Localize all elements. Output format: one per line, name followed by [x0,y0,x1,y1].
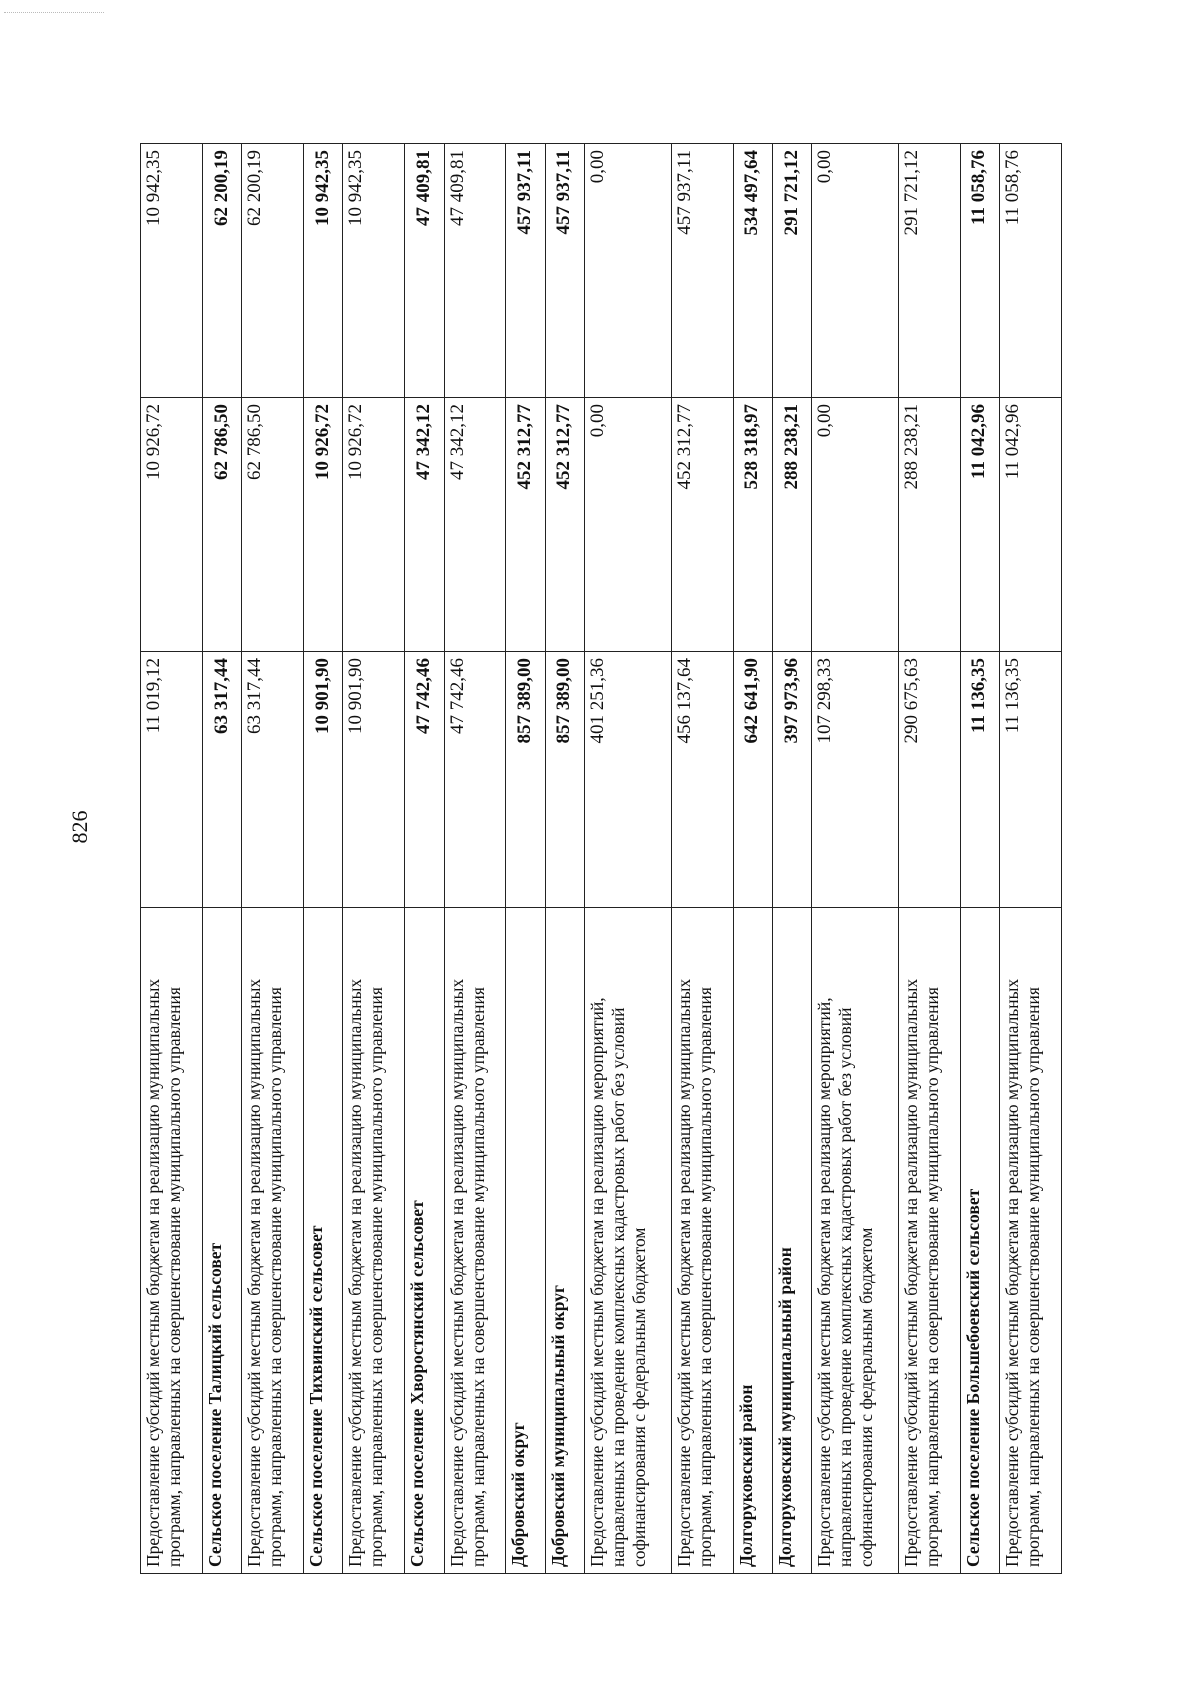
row-value-2: 452 312,77 [545,398,584,652]
row-label: Предоставление субсидий местным бюджетам на реализацию муниципальных программ, направленных на совершенствование муниципального управления [141,908,203,1574]
row-value-3: 47 409,81 [444,144,506,398]
row-value-1: 456 137,64 [671,652,733,908]
row-label: Долгоруковский район [733,908,772,1574]
row-value-2: 62 786,50 [202,398,241,652]
row-value-2: 452 312,77 [671,398,733,652]
row-value-2: 11 042,96 [960,398,999,652]
row-value-1: 10 901,90 [304,652,343,908]
row-value-3: 62 200,19 [242,144,304,398]
row-value-3: 457 937,11 [545,144,584,398]
row-label: Сельское поселение Талицкий сельсовет [202,908,241,1574]
row-value-3: 457 937,11 [506,144,545,398]
row-label: Добровский округ [506,908,545,1574]
table-row [772,144,811,1574]
row-value-1: 63 317,44 [242,652,304,908]
row-value-3: 534 497,64 [733,144,772,398]
row-value-2: 62 786,50 [242,398,304,652]
rotated-table-wrapper [140,144,1062,1574]
table-row [202,144,241,1574]
row-value-1: 857 389,00 [545,652,584,908]
row-label: Предоставление субсидий местным бюджетам на реализацию муниципальных программ, направленных на совершенствование муниципального управления [999,908,1061,1574]
row-value-3: 11 058,76 [960,144,999,398]
row-value-1: 397 973,96 [772,652,811,908]
row-value-3: 10 942,35 [343,144,405,398]
row-value-1: 107 298,33 [812,652,899,908]
table-row [733,144,772,1574]
row-value-2: 47 342,12 [444,398,506,652]
table-row [444,144,506,1574]
row-label: Сельское поселение Тихвинский сельсовет [304,908,343,1574]
row-label: Предоставление субсидий местным бюджетам на реализацию муниципальных программ, направленных на совершенствование муниципального управления [898,908,960,1574]
row-value-3: 62 200,19 [202,144,241,398]
table-row [141,144,203,1574]
row-value-3: 291 721,12 [898,144,960,398]
row-value-3: 47 409,81 [405,144,444,398]
table-row [898,144,960,1574]
scan-artifact [4,12,104,14]
row-label: Долгоруковский муниципальный район [772,908,811,1574]
row-value-1: 11 136,35 [999,652,1061,908]
row-value-1: 642 641,90 [733,652,772,908]
row-value-2: 10 926,72 [304,398,343,652]
row-label: Добровский муниципальный округ [545,908,584,1574]
row-value-1: 10 901,90 [343,652,405,908]
row-value-2: 288 238,21 [772,398,811,652]
row-value-1: 63 317,44 [202,652,241,908]
table-row [545,144,584,1574]
table-row [960,144,999,1574]
row-label: Сельское поселение Большебоевский сельсовет [960,908,999,1574]
row-value-1: 11 019,12 [141,652,203,908]
table-row [506,144,545,1574]
table-row [999,144,1061,1574]
table-row [304,144,343,1574]
row-label: Предоставление субсидий местным бюджетам на реализацию муниципальных программ, направленных на совершенствование муниципального управления [671,908,733,1574]
row-value-1: 290 675,63 [898,652,960,908]
row-value-1: 401 251,36 [584,652,671,908]
row-value-3: 10 942,35 [141,144,203,398]
row-value-1: 47 742,46 [444,652,506,908]
table-row [405,144,444,1574]
row-label: Сельское поселение Хворостянский сельсовет [405,908,444,1574]
row-value-3: 291 721,12 [772,144,811,398]
row-label: Предоставление субсидий местным бюджетам на реализацию муниципальных программ, направленных на совершенствование муниципального управления [343,908,405,1574]
row-value-1: 11 136,35 [960,652,999,908]
table-row [584,144,671,1574]
row-value-1: 857 389,00 [506,652,545,908]
budget-table [140,143,1062,1574]
row-label: Предоставление субсидий местным бюджетам на реализацию муниципальных программ, направленных на совершенствование муниципального управления [444,908,506,1574]
row-value-3: 10 942,35 [304,144,343,398]
row-value-2: 0,00 [812,398,899,652]
row-value-2: 47 342,12 [405,398,444,652]
row-value-2: 288 238,21 [898,398,960,652]
row-value-2: 0,00 [584,398,671,652]
table-row [671,144,733,1574]
table-row [343,144,405,1574]
row-value-2: 452 312,77 [506,398,545,652]
row-value-3: 0,00 [812,144,899,398]
row-value-2: 528 318,97 [733,398,772,652]
table-body [141,144,1062,1574]
row-value-1: 47 742,46 [405,652,444,908]
page-number: 826 [67,810,92,844]
table-row [812,144,899,1574]
row-value-2: 10 926,72 [141,398,203,652]
row-value-2: 11 042,96 [999,398,1061,652]
row-label: Предоставление субсидий местным бюджетам на реализацию мероприятий, направленных на проведение комплексных кадастровых работ без условий софинансирования с федеральным бюджетом [812,908,899,1574]
row-value-3: 457 937,11 [671,144,733,398]
row-value-3: 11 058,76 [999,144,1061,398]
table-row [242,144,304,1574]
row-label: Предоставление субсидий местным бюджетам на реализацию муниципальных программ, направленных на совершенствование муниципального управления [242,908,304,1574]
row-value-3: 0,00 [584,144,671,398]
row-value-2: 10 926,72 [343,398,405,652]
row-label: Предоставление субсидий местным бюджетам на реализацию мероприятий, направленных на проведение комплексных кадастровых работ без условий софинансирования с федеральным бюджетом [584,908,671,1574]
